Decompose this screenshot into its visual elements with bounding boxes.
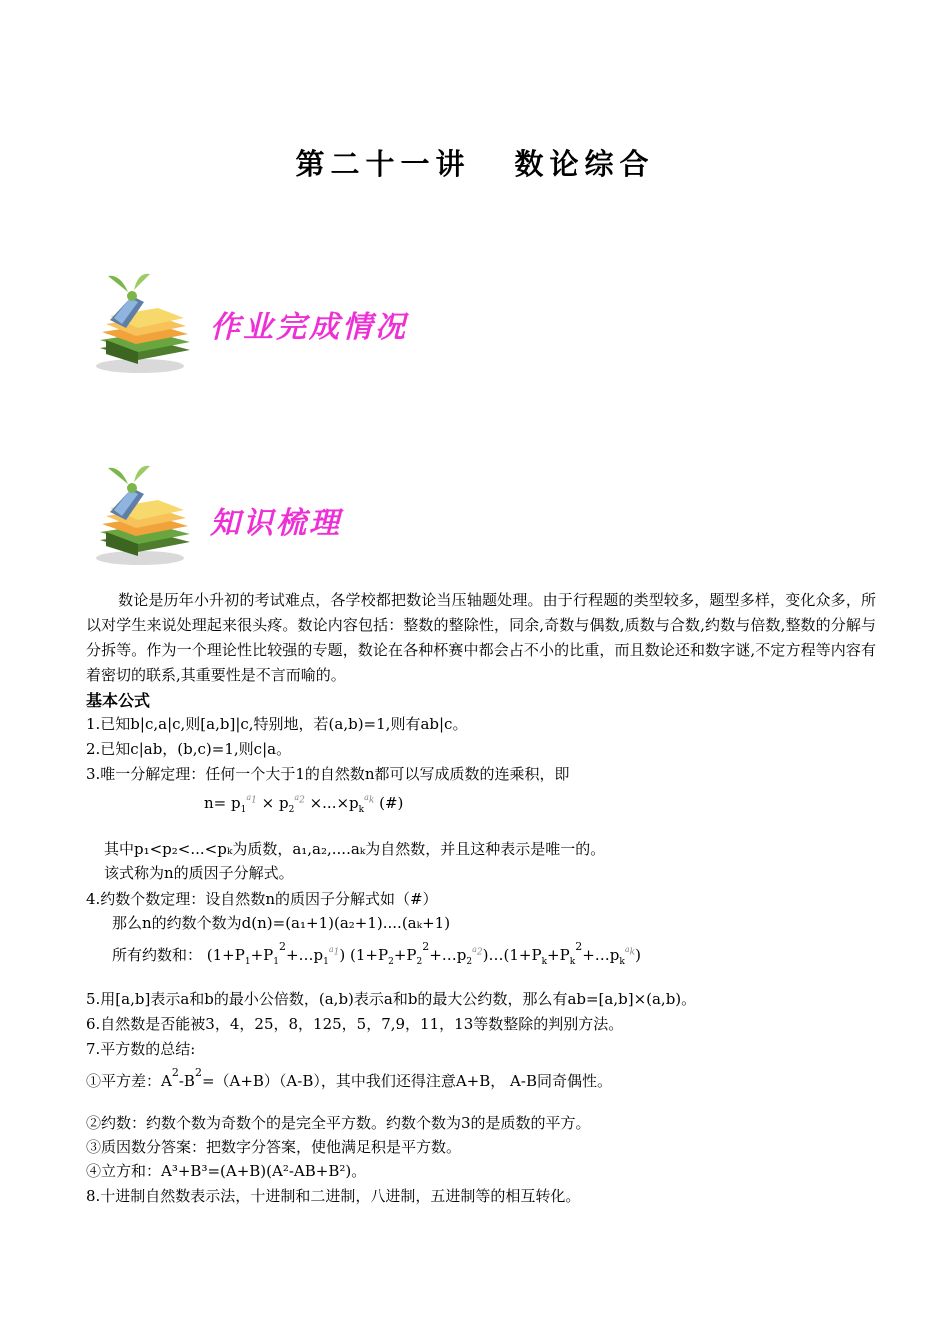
page-title: 第二十一讲 数论综合	[295, 147, 655, 181]
item-4-sum: 所有约数和： $(1+P_1+P_1^2+\dots p_1^{a_1})$ $(1+P_2+P_2^2+\dots p_2^{a_2})\dots(1+P_k+P_k^2+\dots p_k^{a_k})$	[112, 940, 641, 967]
section-knowledge	[92, 458, 512, 568]
item-7-2: ②约数：约数个数为奇数个的是完全平方数。约数个数为3的是质数的平方。	[86, 1114, 591, 1132]
item-7: 7.平方数的总结:	[86, 1040, 196, 1058]
item-1: 1.已知b|c,a|c,则[a,b]|c,特别地，若(a,b)=1,则有ab|c。	[86, 715, 468, 733]
factorization-formula: $n= p_1^{a_1} \times p_2^{a_2} \times...\times p_k^{a_k}$ (#)	[204, 793, 404, 815]
books-pencil-icon	[92, 458, 202, 568]
item-4-count: 那么n的约数个数为d(n)=(a₁+1)(a₂+1)....(aₖ+1)	[112, 914, 451, 932]
item-6: 6.自然数是否能被3，4，25，8，125，5，7,9，11，13等数整除的判别方法。	[86, 1015, 624, 1033]
intro-paragraph: 数论是历年小升初的考试难点，各学校都把数论当压轴题处理。由于行程题的类型较多，题型多样，变化众多，所以对学生来说处理起来很头疼。数论内容包括：整数的整除性，同余,奇数与偶数,质数与合数,约数与倍数,整数的分解与分拆等。作为一个理论性比较强的专题，数论在各种杯赛中都会占不小的比重，而且数论还和数字谜,不定方程等内容有着密切的联系,其重要性是不言而喻的。	[86, 591, 876, 684]
books-pencil-icon	[92, 266, 202, 376]
formulas-heading: 基本公式	[86, 691, 151, 710]
item-3-note-1: 其中p₁<p₂<...<pₖ为质数，a₁,a₂,....aₖ为自然数，并且这种表示是唯一的。	[104, 840, 606, 858]
item-7-3: ③质因数分答案：把数字分答案，使他满足积是平方数。	[86, 1138, 462, 1156]
item-4: 4.约数个数定理：设自然数n的质因子分解式如（#）	[86, 890, 438, 908]
item-8: 8.十进制自然数表示法，十进制和二进制，八进制，五进制等的相互转化。	[86, 1187, 581, 1205]
item-3-note-2: 该式称为n的质因子分解式。	[104, 864, 294, 882]
section-homework	[92, 266, 512, 376]
item-3: 3.唯一分解定理：任何一个大于1的自然数n都可以写成质数的连乘积，即	[86, 765, 570, 783]
item-7-4: ④立方和：A³+B³=(A+B)(A²-AB+B²)。	[86, 1162, 367, 1180]
item-7-1: ①平方差：$A^2-B^2=(A+B)(A-B)$，其中我们还得注意A+B， A-B同奇偶性。	[86, 1066, 612, 1090]
section-title-homework: 作业完成情况	[210, 310, 408, 345]
item-5: 5.用[a,b]表示a和b的最小公倍数，(a,b)表示a和b的最大公约数，那么有ab=[a,b]×(a,b)。	[86, 990, 697, 1008]
section-title-knowledge: 知识梳理	[210, 506, 342, 541]
item-2: 2.已知c|ab，(b,c)=1,则c|a。	[86, 740, 292, 758]
